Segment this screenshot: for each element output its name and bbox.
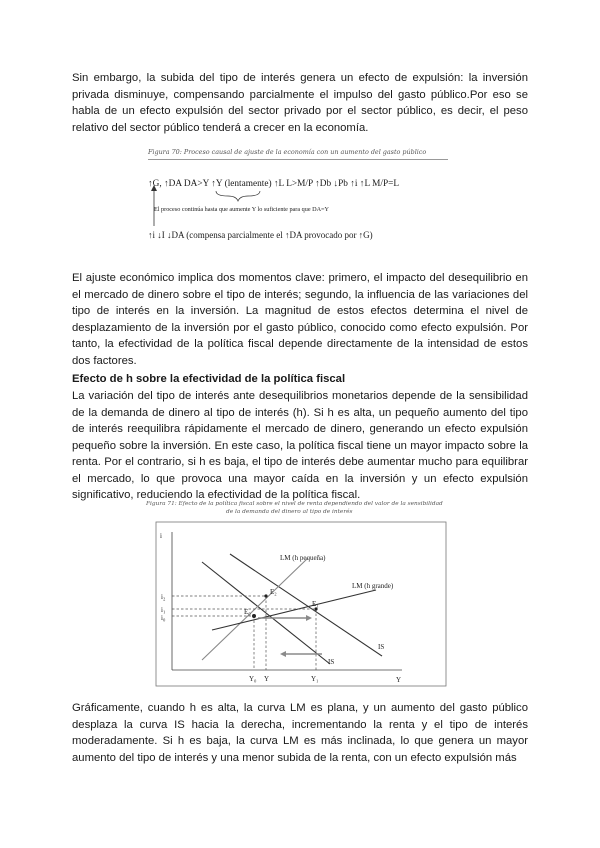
label-lm-large: LM (h grande) bbox=[352, 582, 394, 590]
islm-plot bbox=[146, 518, 452, 688]
paragraph-graphical: Gráficamente, cuando h es alta, la curva LM es plana, y un aumento del gasto público desplaza la curva IS hacia la derecha, incrementando la renta y el tipo de interés moderadamente. Si h es baja, la curva LM es más inclinada, lo que genera un mayor aumento del tipo de interés y una menor subida de la renta, con un efecto expulsión más bbox=[72, 702, 528, 764]
is-curve-shifted bbox=[230, 554, 385, 656]
label-e2: E₂ bbox=[270, 588, 277, 596]
label-is-shifted: IS bbox=[378, 643, 385, 651]
figure-caption-line-2: de la demanda del dinero al tipo de interés bbox=[226, 509, 353, 515]
figure-caption-line-1: Figura 71: Efecto de la política fiscal sobre el nivel de renta dependiendo del valor de la sensibilidad bbox=[146, 501, 443, 507]
paragraph-crowding-out: Sin embargo, la subida del tipo de interés genera un efecto de expulsión: la inversión privada disminuye, compensando parcialmente el impulso del gasto público.Por eso se habla de un efecto expulsión del sector privado por el sector público, es decir, el peso relativo del sector público tenderá a crecer en la economía. bbox=[72, 72, 528, 134]
figure-caption: Figura 70: Proceso causal de ajuste de la economía con un aumento del gasto público bbox=[148, 148, 427, 156]
process-line-3: ↑i ↓I ↓DA (compensa parcialmente el ↑DA provocado por ↑G) bbox=[148, 230, 373, 240]
paragraph-adjustment: El ajuste económico implica dos momentos clave: primero, el impacto del desequilibrio en el mercado de dinero sobre el tipo de interés; segundo, la influencia de las variaciones del tipo de interés en la inversión. La magnitud de estos efectos determina el nivel de desplazamiento de la inversión por el gasto público, conocido como efecto expulsión. Por tanto, la efectividad de la política fiscal depende directamente de la intensidad de estos dos factores. bbox=[72, 272, 528, 367]
label-lm-small: LM (h pequeña) bbox=[280, 554, 326, 562]
section-heading: Efecto de h sobre la efectividad de la política fiscal bbox=[72, 373, 346, 385]
label-y: Y bbox=[264, 675, 270, 683]
figure-causal-process bbox=[148, 148, 448, 250]
is-curve-initial bbox=[202, 562, 330, 664]
point-e0 bbox=[252, 614, 256, 618]
crowding-arrow-head bbox=[280, 651, 286, 657]
label-e0: E₀ bbox=[244, 608, 251, 616]
figure-islm bbox=[146, 500, 452, 685]
paragraph-sensitivity: La variación del tipo de interés ante desequilibrios monetarios depende de la sensibilidad de la demanda de dinero al tipo de interés (h). Si h es alta, un pequeño aumento del tipo de interés reequilibra rápidamente el mercado de dinero, generando un efecto expulsión pequeño sobre la inversión. En este caso, la política fiscal tiene un mayor impacto sobre la renta. Por el contrario, si h es baja, el tipo de interés debe aumentar mucho para equilibrar el mercado, lo que provoca una mayor caída en la inversión y un efecto expulsión significativo, reduciendo la efectividad de la política fiscal. bbox=[72, 390, 528, 501]
process-line-1: ↑G, ↑DA DA>Y ↑Y (lentamente) ↑L L>M/P ↑Db ↓Pb ↑i ↑L M/P=L bbox=[148, 179, 400, 189]
label-is-initial: IS bbox=[328, 658, 335, 666]
shift-arrows bbox=[258, 618, 322, 654]
is-shift-arrow-head bbox=[306, 615, 312, 621]
label-i2: i₂ bbox=[161, 593, 166, 601]
label-i0: i₀ bbox=[161, 614, 166, 622]
point-e2 bbox=[264, 594, 267, 597]
axis-label-i: i bbox=[160, 532, 162, 540]
process-line-2: El proceso continúa hasta que aumente Y lo suficiente para que DA=Y bbox=[154, 206, 330, 213]
plot-frame bbox=[156, 522, 446, 686]
axis-label-y: Y bbox=[396, 676, 402, 684]
label-i1: i₁ bbox=[161, 606, 166, 614]
label-y0: Y₀ bbox=[249, 675, 257, 683]
brace bbox=[216, 191, 260, 201]
label-y1: Y₁ bbox=[311, 675, 319, 683]
label-e1: E₁ bbox=[312, 600, 319, 608]
